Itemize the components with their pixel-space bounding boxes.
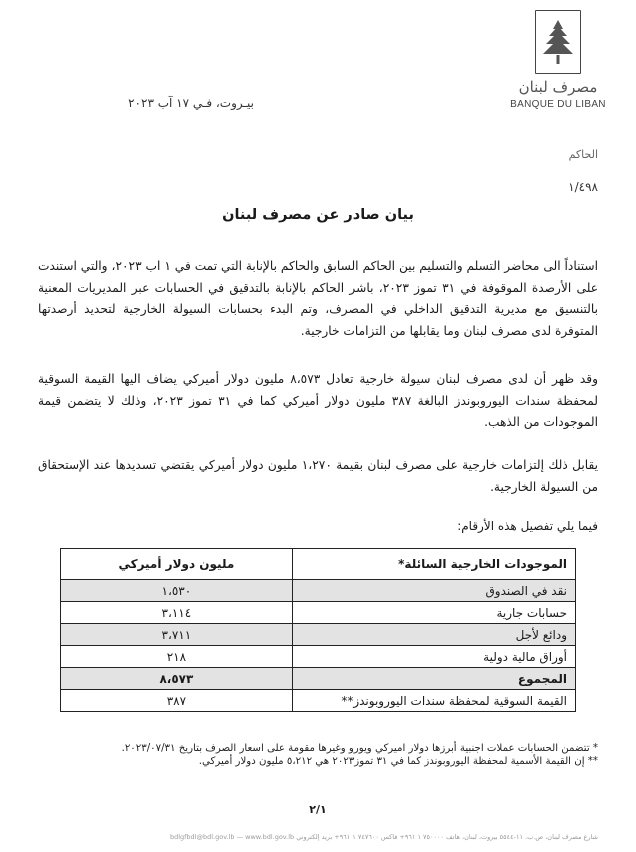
- table-header-row: [61, 549, 576, 580]
- table-row: [61, 690, 576, 712]
- paragraph-3: يقابل ذلك إلتزامات خارجية على مصرف لبنان بقيمة ١،٢٧٠ مليون دولار أميركي يقتضي تسديدها عند الإستحقاق من السيولة الخارجية.: [38, 458, 598, 494]
- footer-contact: شارع مصرف لبنان، ص.ب. ١١-٥٥٤٤ بيروت، لبنان، هاتف ٧٥٠٠٠٠ ١ ٩٦١+ فاكس ٧٤٧٦٠٠ ١ ٩٦١+ بريد إلكتروني bdlgfbdl@bdl.gov.lb — www.bdl.gov.lb: [169, 833, 598, 841]
- paragraph-1: استناداً الى محاضر التسلم والتسليم بين الحاكم السابق والحاكم بالإنابة التي تمت في ١ اب ٢٠٢٣، والتي استندت على الأرصدة الموقوفة في ٣١ تموز ٢٠٢٣، باشر الحاكم بالإنابة بالتدقيق في الحسابات عبر المديريات المعنية بالتنسيق مع مديرية التدقيق الداخلي في المصرف، وتم البدء بحسابات السيولة الخارجية لتحديد أرصدتها المتوفرة لدى مصرف لبنان وما يقابلها من التزامات خارجية.: [38, 259, 599, 338]
- table-row: [61, 580, 576, 602]
- bank-logo: [508, 10, 608, 110]
- assets-table: [60, 548, 576, 712]
- table-row: [61, 624, 576, 646]
- logo-french-name: BANQUE DU LIBAN: [510, 99, 606, 110]
- row-label: القيمة السوقية لمحفظة سندات اليوروبوندز**: [292, 690, 575, 712]
- department-label: الحاكم: [568, 148, 598, 161]
- row-value: ٢١٨: [61, 646, 293, 668]
- letter-date: بيـروت، فـي ١٧ آب ٢٠٢٣: [128, 96, 254, 110]
- table-total-row: [61, 668, 576, 690]
- logo-arabic-name: مصرف لبنان: [518, 78, 598, 96]
- table-intro: فيما يلي تفصيل هذه الأرقام:: [457, 519, 598, 533]
- paragraph-2: وقد ظهر أن لدى مصرف لبنان سيولة خارجية تعادل ٨،٥٧٣ مليون دولار أميركي يضاف اليها القيمة السوقية لمحفظة سندات اليوروبوندز البالغة ٣٨٧ مليون دولار أميركي كما في ٣١ تموز ٢٠٢٣، وذلك لا يتضمن قيمة الموجودات من الذهب.: [38, 372, 599, 429]
- row-label: حسابات جارية: [292, 602, 575, 624]
- header-unit: مليون دولار أميركي: [61, 549, 293, 580]
- table-row: [61, 646, 576, 668]
- footnote-1: * تتضمن الحسابات عملات اجنبية أبرزها دولار اميركي ويورو وغيرها مقومة على اسعار الصرف بتاريخ ٢٠٢٣/٠٧/٣١.: [121, 743, 598, 754]
- total-label: المجموع: [292, 668, 575, 690]
- header-item: الموجودات الخارجية السائلة*: [292, 549, 575, 580]
- row-value: ٣،٧١١: [61, 624, 293, 646]
- cedar-tree-icon: [541, 17, 575, 67]
- row-value: ١،٥٣٠: [61, 580, 293, 602]
- page-number: ٢/١: [309, 803, 327, 816]
- row-value: ٣،١١٤: [61, 602, 293, 624]
- reference-number: ١/٤٩٨: [568, 180, 598, 194]
- footnotes: [38, 742, 598, 768]
- footnote-2: ** إن القيمة الأسمية لمحفظة اليوروبوندز كما في ٣١ تموز٢٠٢٣ هي ٥،٢١٢ مليون دولار أميركي.: [198, 756, 598, 767]
- row-value: ٣٨٧: [61, 690, 293, 712]
- table-row: [61, 602, 576, 624]
- statement-title: بيان صادر عن مصرف لبنان: [222, 207, 414, 223]
- row-label: أوراق مالية دولية: [292, 646, 575, 668]
- row-label: ودائع لأجل: [292, 624, 575, 646]
- row-label: نقد في الصندوق: [292, 580, 575, 602]
- total-value: ٨،٥٧٣: [61, 668, 293, 690]
- logo-frame: [535, 10, 581, 74]
